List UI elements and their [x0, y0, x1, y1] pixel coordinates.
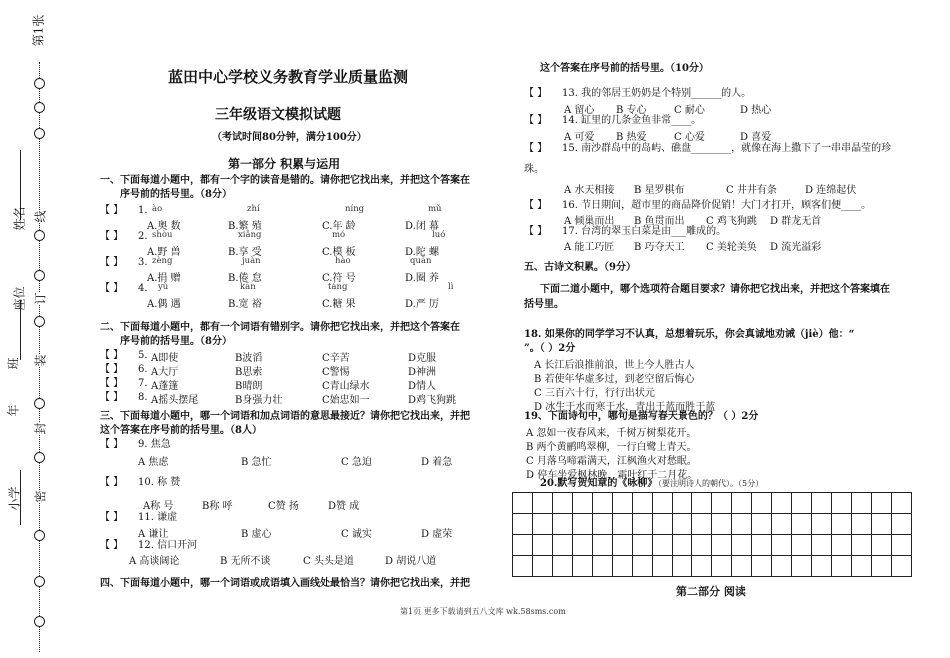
grade-label: 年	[6, 404, 21, 417]
question-number: 8.	[138, 392, 148, 403]
option-c[interactable]: C 心爱	[674, 132, 705, 143]
answer-bracket[interactable]: 【 】	[100, 477, 124, 488]
option-a[interactable]: A 倾巢而出	[564, 216, 615, 227]
pinyin: táng	[328, 282, 348, 292]
option-d[interactable]: D 冰生于水而寒于水，青出于蓝而胜于蓝	[534, 402, 716, 413]
page-footer: 第1页 更多下载请到五八文库 wk.58sms.com	[400, 607, 566, 616]
option-d[interactable]: D.陀 螺	[405, 247, 440, 258]
option-d[interactable]: D.圈 养	[405, 273, 440, 284]
binding-circle	[34, 78, 45, 89]
question-stem: 16. 节日期间，超市里的商品降价促销！大门才打开，顾客们便____。	[562, 200, 872, 211]
question-stem: 12. 信口开河	[138, 540, 198, 551]
option-d[interactable]: D 群龙无首	[770, 216, 822, 227]
option-d[interactable]: D情人	[408, 381, 437, 392]
question-number: 3.	[138, 257, 148, 268]
pinyin: zèng	[152, 256, 173, 266]
option-b[interactable]: B 虚心	[241, 529, 272, 540]
binding-circle	[34, 128, 45, 139]
pinyin: hào	[335, 256, 351, 266]
section1-instruction: 一、下面每道小题中，都有一个字的读音是错的。请你把它找出来，并把这个答案在	[100, 175, 470, 186]
pinyin: mǔ	[428, 204, 442, 214]
option-b[interactable]: B思索	[235, 367, 263, 378]
answer-bracket[interactable]: 【 】	[100, 364, 124, 375]
option-d[interactable]: D 流光溢彩	[770, 242, 822, 253]
option-c[interactable]: C.符 号	[322, 273, 356, 284]
option-b[interactable]: B 鱼贯而出	[634, 216, 685, 227]
pinyin: luó	[432, 230, 446, 240]
option-a[interactable]: A 焦虑	[138, 457, 169, 468]
option-b[interactable]: B 两个黄鹂鸣翠柳，一行白鹭上青天。	[526, 442, 697, 453]
option-a[interactable]: A大厅	[151, 367, 179, 378]
answer-bracket[interactable]: 【 】	[100, 392, 124, 403]
question-stem: 13. 我的邻居王奶奶是个特别______的人。	[562, 88, 752, 99]
option-a[interactable]: A 能工巧匠	[564, 242, 615, 253]
exam-title: 蓝田中心学校义务教育学业质量监测	[168, 68, 409, 86]
option-a[interactable]: A.偶 遇	[147, 299, 181, 310]
cut-mark: 密	[33, 490, 48, 503]
answer-bracket[interactable]: 【 】	[100, 540, 124, 551]
option-d[interactable]: D.闭 幕	[405, 221, 440, 232]
writing-grid[interactable]	[512, 492, 912, 577]
answer-bracket[interactable]: 【 】	[100, 350, 124, 361]
name-label: 姓名	[12, 206, 27, 231]
question-stem[interactable]: 19、下面诗句中，哪句是描写春天景色的？（ ）2分	[524, 411, 759, 422]
option-b[interactable]: B 巧夺天工	[634, 242, 685, 253]
cut-mark: 装	[33, 354, 48, 367]
option-c[interactable]: C 三百六十行，行行出状元	[534, 388, 655, 399]
option-b[interactable]: B 专心	[616, 105, 647, 116]
option-a[interactable]: A.野 兽	[147, 247, 181, 258]
seat-label: 座位	[12, 286, 27, 311]
option-d[interactable]: D鸡飞狗跳	[408, 395, 457, 406]
question-number: 2.	[138, 231, 148, 242]
option-c[interactable]: C.模 板	[322, 247, 356, 258]
option-c[interactable]: C 鸡飞狗跳	[706, 216, 757, 227]
option-c[interactable]: C 美轮美奂	[706, 242, 757, 253]
option-c[interactable]: C 耐心	[674, 105, 705, 116]
option-c[interactable]: C始忠如一	[322, 395, 370, 406]
pinyin: lì	[448, 282, 454, 292]
binding-circle	[34, 530, 45, 541]
option-a[interactable]: A称 号	[143, 501, 174, 512]
section5-heading: 五、古诗文积累。（9分）	[524, 262, 636, 273]
question-stem: 10. 称 赞	[138, 477, 181, 488]
option-a[interactable]: A 水天相接	[564, 185, 615, 196]
section2-instruction: 二、下面每道小题中，都有一个词语有错别字。请你把它找出来，并把这个答案在	[100, 322, 460, 333]
option-a[interactable]: A 忽如一夜春风来，千树万树梨花开。	[526, 428, 697, 439]
option-a[interactable]: A蓬篷	[151, 381, 179, 392]
question-stem: 15. 南沙群岛中的岛屿、礁盘________，就像在海上撒下了一串串晶莹的珍	[562, 143, 892, 154]
pinyin: mó	[332, 230, 346, 240]
option-b[interactable]: B身强力壮	[235, 395, 283, 406]
option-d[interactable]: D克服	[408, 353, 437, 364]
option-a[interactable]: A 谦让	[138, 529, 169, 540]
option-b[interactable]: B.繁 殖	[228, 221, 262, 232]
section3-instruction: 三、下面每道小题中，哪一个词语和加点词语的意思最接近？请你把它找出来，并把	[100, 411, 470, 422]
cut-mark: 封	[33, 422, 48, 435]
option-b[interactable]: B.宽 裕	[228, 299, 262, 310]
option-b[interactable]: B晴朗	[235, 381, 263, 392]
option-b[interactable]: B 无所不谈	[220, 556, 271, 567]
pinyin: ào	[152, 204, 163, 214]
cut-mark: 订	[33, 292, 48, 305]
option-a[interactable]: A.捐 赠	[147, 273, 181, 284]
option-b[interactable]: B 星罗棋布	[634, 185, 685, 196]
option-d[interactable]: D 连绵起伏	[805, 185, 857, 196]
exam-subtitle: 三年级语文模拟试题	[215, 107, 341, 123]
option-a[interactable]: A 高谈阔论	[129, 556, 180, 567]
option-a[interactable]: A即使	[151, 353, 179, 364]
option-c[interactable]: C警惕	[322, 367, 350, 378]
question-stem: 11. 谦虚	[138, 512, 178, 523]
section1-instruction-2: 序号前的括号里。（8分）	[120, 189, 232, 200]
question-stem: 20.默写贺知章的《咏柳》	[540, 478, 658, 489]
question-note: （要注明诗人的朝代）。（5分）	[654, 479, 764, 488]
option-d[interactable]: D 虚荣	[421, 529, 453, 540]
binding-circle	[34, 452, 45, 463]
question-number: 4.	[138, 283, 148, 294]
answer-bracket[interactable]: 【 】	[100, 283, 124, 294]
section4-instruction: 四、下面每道小题中，哪一个词语或成语填入画线处最恰当？请你把它找出来，并把	[100, 578, 470, 589]
part2-heading: 第二部分 阅读	[676, 585, 746, 598]
answer-bracket[interactable]: 【 】	[524, 226, 548, 237]
option-c[interactable]: C 诚实	[341, 529, 372, 540]
answer-bracket[interactable]: 【 】	[524, 200, 548, 211]
option-b[interactable]: B.享 受	[228, 247, 262, 258]
binding-circle	[34, 102, 45, 113]
option-b[interactable]: B称 呼	[202, 501, 233, 512]
option-a[interactable]: A摇头摆尾	[151, 395, 199, 406]
answer-bracket[interactable]: 【 】	[100, 205, 124, 216]
option-c[interactable]: C青山绿水	[322, 381, 370, 392]
pinyin: shòu	[152, 230, 173, 240]
option-d[interactable]: D赞 成	[328, 501, 360, 512]
option-d[interactable]: D神洲	[408, 367, 437, 378]
binding-margin	[0, 0, 58, 658]
answer-bracket[interactable]: 【 】	[524, 143, 548, 154]
question-number: 1.	[138, 205, 148, 216]
option-d[interactable]: D.严 厉	[405, 299, 440, 310]
question-stem-cont[interactable]: ”。（ ）2分	[524, 343, 576, 354]
answer-bracket[interactable]: 【 】	[100, 439, 124, 450]
option-b[interactable]: B 若使年华虚多过，到老空留后悔心	[534, 374, 695, 385]
exam-note: （考试时间80分钟，满分100分）	[212, 132, 367, 143]
answer-bracket[interactable]: 【 】	[100, 378, 124, 389]
answer-bracket[interactable]: 【 】	[100, 257, 124, 268]
answer-bracket[interactable]: 【 】	[100, 512, 124, 523]
part1-heading: 第一部分 积累与运用	[228, 157, 341, 171]
option-d[interactable]: D 喜爱	[740, 132, 772, 143]
question-stem: 18. 如果你的同学学习不认真，总想着玩乐，你会真诚地劝诫（jiè）他：“	[524, 329, 855, 340]
option-c[interactable]: C 井井有条	[726, 185, 777, 196]
pinyin: quān	[410, 256, 432, 266]
binding-circle	[34, 270, 45, 281]
binding-circle	[34, 398, 45, 409]
pinyin: níng	[345, 204, 365, 214]
pinyin: juàn	[242, 256, 261, 266]
pinyin: yù	[158, 282, 169, 292]
option-d[interactable]: D 着急	[421, 457, 453, 468]
option-c[interactable]: C.糖 果	[322, 299, 356, 310]
question-number: 6.	[138, 364, 148, 375]
option-b[interactable]: B 急忙	[241, 457, 272, 468]
answer-bracket[interactable]: 【 】	[524, 115, 548, 126]
option-a[interactable]: A.奥 数	[147, 221, 181, 232]
question-stem: 14. 缸里的几条金鱼非常____。	[562, 115, 702, 126]
option-a[interactable]: A 留心	[564, 105, 595, 116]
binding-circle	[34, 616, 45, 627]
option-d[interactable]: D 热心	[740, 105, 772, 116]
pinyin: zhí	[247, 204, 260, 214]
binding-circle	[34, 576, 45, 587]
option-b[interactable]: B.倦 怠	[228, 273, 262, 284]
section3-instruction-2: 这个答案在序号前的括号里。（8人）	[100, 425, 262, 436]
option-c[interactable]: C 头头是道	[303, 556, 354, 567]
section4-instruction-2: 这个答案在序号前的括号里。（10分）	[540, 63, 709, 74]
question-stem-cont: 珠。	[524, 164, 544, 175]
option-d[interactable]: D 停车坐爱枫林晚，霜叶红于二月花。	[526, 470, 698, 481]
option-a[interactable]: A 长江后浪推前浪，世上今人胜古人	[534, 360, 695, 371]
question-stem: 9. 焦急	[138, 439, 171, 450]
class-label: 班	[6, 357, 21, 370]
binding-circle	[34, 230, 45, 241]
binding-circle	[34, 316, 45, 327]
answer-bracket[interactable]: 【 】	[100, 231, 124, 242]
option-b[interactable]: B 热爱	[616, 132, 647, 143]
question-stem: 17. 台湾的翠玉白菜是由___雕成的。	[562, 226, 727, 237]
option-c[interactable]: C赞 扬	[268, 501, 299, 512]
school-label: 小学	[7, 486, 22, 511]
option-c[interactable]: C.年 龄	[322, 221, 356, 232]
section2-instruction-2: 序号前的括号里。（8分）	[120, 336, 232, 347]
pinyin: kān	[240, 282, 256, 292]
option-c[interactable]: C 月落乌啼霜满天，江枫渔火对愁眠。	[526, 456, 697, 467]
answer-bracket[interactable]: 【 】	[524, 88, 548, 99]
option-b[interactable]: B波滔	[235, 353, 263, 364]
sheet-number: 第1张	[31, 14, 46, 47]
question-number: 7.	[138, 378, 148, 389]
pinyin: xiǎng	[238, 230, 262, 240]
option-a[interactable]: A 可爱	[564, 132, 595, 143]
option-d[interactable]: D 胡说八道	[385, 556, 437, 567]
option-c[interactable]: C辛苦	[322, 353, 350, 364]
section5-instruction-2: 括号里。	[524, 299, 564, 310]
option-c[interactable]: C 急迫	[341, 457, 372, 468]
question-number: 5.	[138, 350, 148, 361]
cut-mark: 线	[33, 210, 48, 223]
section5-instruction: 下面二道小题中，哪个选项符合题目要求？请你把它找出来，并把这个答案填在	[540, 284, 890, 295]
